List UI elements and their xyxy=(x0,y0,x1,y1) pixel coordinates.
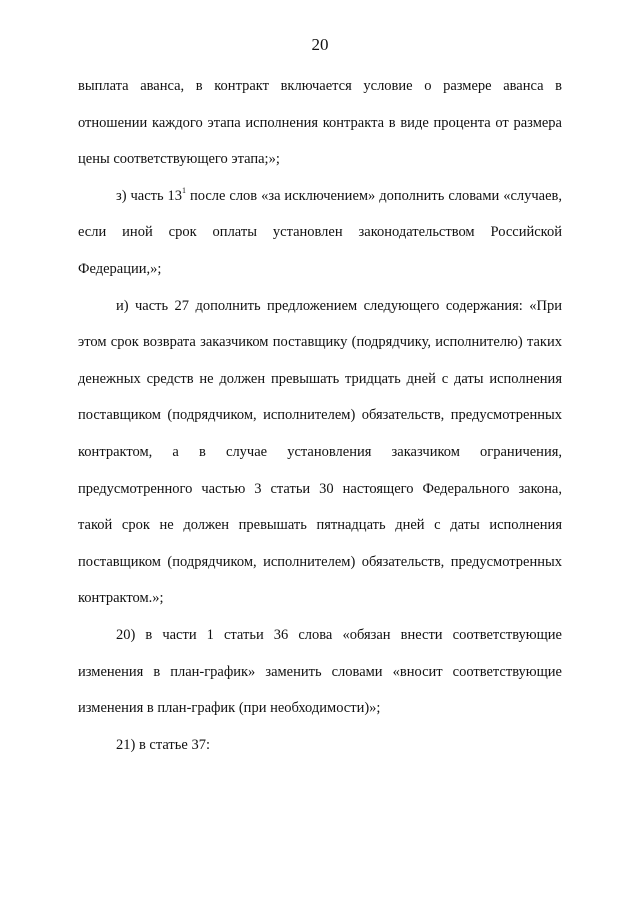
paragraph-item-21: 21) в статье 37: xyxy=(116,736,210,753)
superscript-index: 1 xyxy=(182,185,187,195)
paragraph-item-z xyxy=(78,178,562,288)
page-number: 20 xyxy=(311,35,329,54)
paragraph-advance-payment: выплата аванса, в контракт включается условие о размере аванса в отношении каждого этапа исполнения контракта в виде процента от размера цены соответствующего этапа;»; xyxy=(78,78,562,168)
paragraph-item-20: 20) в части 1 статьи 36 слова «обязан внести соответствующие изменения в план-график» заменить словами «вносит соответствующие изменения в план-график (при необходимости)»; xyxy=(78,626,562,717)
document-body xyxy=(78,68,562,763)
paragraph-item-z-prefix: з) часть 13 xyxy=(116,187,183,204)
paragraph-item-z-text: после слов «за исключением» дополнить словами «случаев, если иной срок оплаты установлен законодательством Российской Федерации,»; xyxy=(78,187,563,277)
paragraph-item-i: и) часть 27 дополнить предложением следующего содержания: «При этом срок возврата заказчиком поставщику (подрядчику, исполнителю) таких денежных средств не должен превышать тридцать дней с даты исполнения поставщиком (подрядчиком, исполнителем) обязательств, предусмотренных контрактом, а в случае установления заказчиком ограничения, предусмотренного частью 3 статьи 30 настоящего Федерального закона, такой срок не должен превышать пятнадцать дней с даты исполнения поставщиком (подрядчиком, исполнителем) обязательств, предусмотренных контрактом.»; xyxy=(78,297,562,607)
